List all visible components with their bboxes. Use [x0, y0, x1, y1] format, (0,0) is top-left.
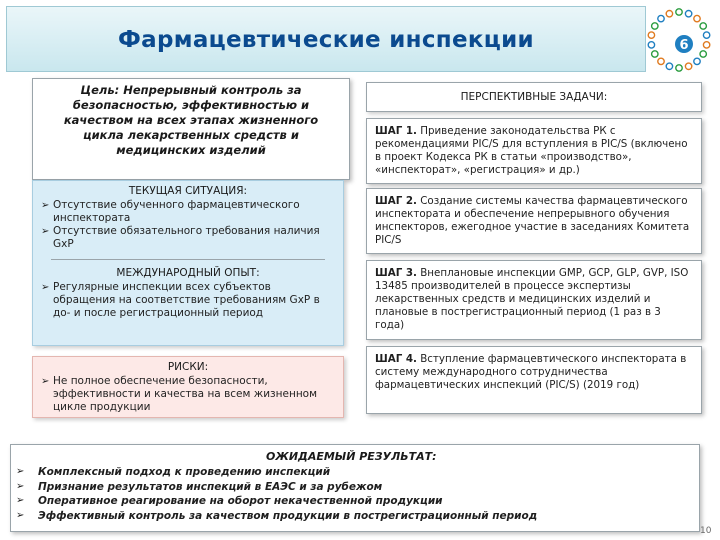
logo-dot-icon: [700, 51, 706, 57]
logo-ring-icon: [640, 4, 718, 78]
logo-dot-icon: [652, 23, 658, 29]
step-3-box: [366, 260, 702, 340]
list-item: ➢ Отсутствие обученного фармацевтического инспектората: [41, 199, 300, 224]
logo-dot-icon: [703, 32, 709, 38]
expected-result-list: [16, 465, 696, 523]
current-situation-box: [32, 180, 344, 346]
step-text: Создание системы качества фармацевтического инспектората и обеспечение непрерывного обучения инспекторов, ежегодное участие в заседаниях Комитета PIC/S: [375, 195, 690, 246]
logo-number: 6: [679, 38, 689, 53]
list-item: ➢ Комплексный подход к проведению инспекций: [16, 466, 331, 478]
list-item: ➢ Не полное обеспечение безопасности, эффективности и качества на всем жизненном цикле продукции: [41, 375, 318, 413]
logo-dot-icon: [703, 42, 709, 48]
step-label: ШАГ 4.: [375, 353, 417, 365]
bullet-arrow-icon: ➢: [41, 226, 50, 237]
logo-dot-icon: [648, 42, 654, 48]
step-text: Внеплановые инспекции GMP, GCP, GLP, GVP, ISO 13485 производителей в процессе экспертизы лекарственных средств и медицинских изделий и плановые в пострегистрационный период (1 раз в 3 года): [375, 267, 689, 331]
step-label: ШАГ 2.: [375, 195, 417, 207]
bullet-arrow-icon: ➢: [16, 466, 25, 477]
bullet-arrow-icon: ➢: [41, 376, 50, 387]
logo-dot-icon: [648, 32, 654, 38]
logo-dot-icon: [700, 23, 706, 29]
expected-result-title: ОЖИДАЕМЫЙ РЕЗУЛЬТАТ:: [266, 450, 437, 463]
divider: [51, 259, 325, 260]
risks-box: [32, 356, 344, 418]
logo-dot-icon: [652, 51, 658, 57]
step-label: ШАГ 3.: [375, 267, 417, 279]
logo-dot-icon: [658, 58, 664, 64]
step-2-box: [366, 188, 702, 254]
bullet-arrow-icon: ➢: [16, 509, 25, 521]
step-4-box: [366, 346, 702, 414]
logo-dot-icon: [685, 63, 691, 69]
logo-dot-icon: [676, 65, 682, 71]
tasks-title: ПЕРСПЕКТИВНЫЕ ЗАДАЧИ:: [366, 82, 702, 112]
list-item: ➢ Регулярные инспекции всех субъектов обращения на соответствие требованиям GxP в до- и после регистрационный период: [41, 281, 320, 319]
title-banner: [6, 6, 646, 72]
logo-dot-icon: [666, 11, 672, 17]
step-text: Приведение законодательства РК с рекомендациями PIC/S для вступления в PIC/S (включено в проект Кодекса РК в статьи «производство», «инспекторат», «регистрация» и др.): [375, 125, 688, 176]
step-text: Вступление фармацевтического инспектората в систему международного сотрудничества фармацевтических инспекций (PIC/S) (2019 год): [375, 353, 687, 391]
list-item: ➢ Отсутствие обязательного требования наличия GxP: [41, 225, 320, 250]
goal-label: Цель:: [80, 83, 120, 97]
logo-dot-icon: [685, 11, 691, 17]
current-situation-title: ТЕКУЩАЯ СИТУАЦИЯ:: [128, 185, 248, 197]
goal-box: [32, 78, 350, 180]
risks-title: РИСКИ:: [167, 361, 209, 373]
logo-dot-icon: [676, 9, 682, 15]
international-title: МЕЖДУНАРОДНЫЙ ОПЫТ:: [116, 267, 260, 279]
step-label: ШАГ 1.: [375, 125, 417, 137]
page-number: 10: [700, 526, 712, 536]
list-item: ➢ Признание результатов инспекций в ЕАЭС и за рубежом: [16, 480, 383, 493]
goal-text: Непрерывный контроль за безопасностью, эффективностью и качеством на всех этапах жизненного цикла лекарственных средств и медицинских изделий: [63, 83, 319, 157]
bullet-arrow-icon: ➢: [16, 495, 25, 506]
list-item: ➢ Оперативное реагирование на оборот некачественной продукции: [16, 495, 443, 507]
bullet-arrow-icon: ➢: [41, 200, 50, 211]
page-title: Фармацевтические инспекции: [118, 27, 534, 53]
logo-dot-icon: [658, 15, 664, 21]
logo-dot-icon: [694, 58, 700, 64]
logo-dot-icon: [694, 15, 700, 21]
list-item: ➢ Эффективный контроль за качеством продукции в пострегистрационный период: [16, 509, 538, 522]
bullet-arrow-icon: ➢: [41, 282, 50, 293]
bullet-arrow-icon: ➢: [16, 480, 25, 492]
logo-dot-icon: [666, 63, 672, 69]
step-1-box: [366, 118, 702, 184]
